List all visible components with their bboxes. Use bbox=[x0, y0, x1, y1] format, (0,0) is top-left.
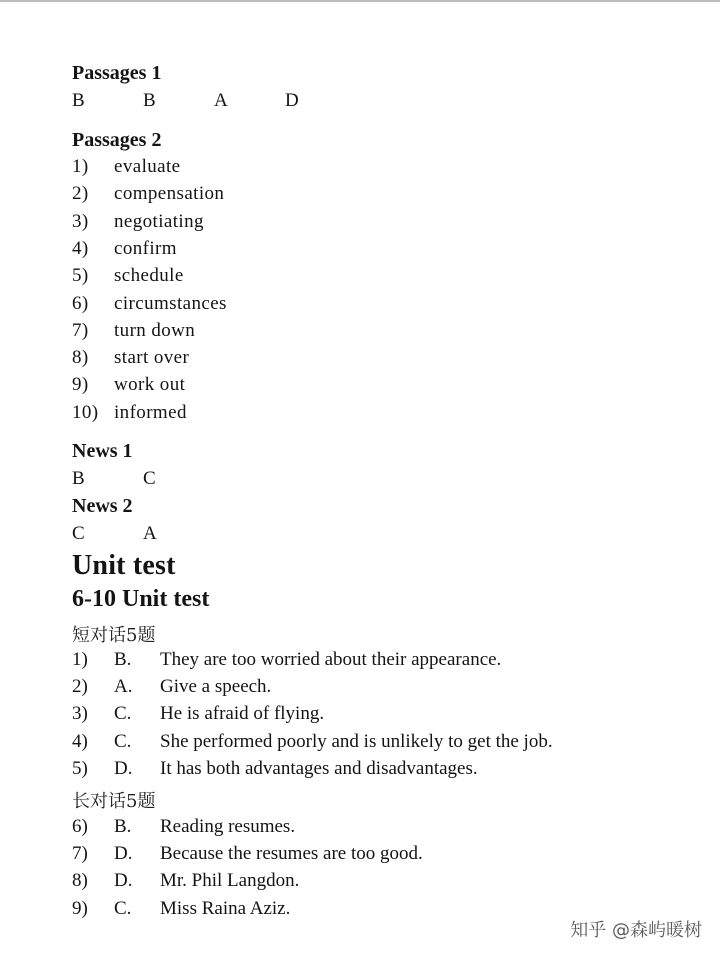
passages2-item-word: compensation bbox=[114, 183, 225, 205]
passages1-answer: A bbox=[214, 90, 229, 111]
passages2-heading: Passages 2 bbox=[72, 129, 162, 151]
passages2-item-word: negotiating bbox=[114, 210, 204, 232]
answer-letter: D. bbox=[114, 870, 133, 892]
watermark: 知乎 @森屿暖树 bbox=[570, 920, 702, 941]
passages2-item-number: 8) bbox=[72, 347, 89, 369]
news1-answer: C bbox=[143, 468, 157, 489]
answer-text: Give a speech. bbox=[160, 676, 272, 698]
answer-letter: C. bbox=[114, 703, 132, 725]
question-number: 6) bbox=[72, 816, 88, 837]
passages1-answer: B bbox=[143, 90, 157, 111]
answer-letter: D. bbox=[114, 843, 133, 865]
passages2-item-word: evaluate bbox=[114, 156, 181, 177]
question-number: 1) bbox=[72, 649, 88, 670]
answer-letter: D. bbox=[114, 757, 133, 779]
answer-text: It has both advantages and disadvantages. bbox=[160, 757, 478, 779]
question-number: 3) bbox=[72, 703, 88, 725]
question-number: 7) bbox=[72, 843, 88, 865]
passages2-item-number: 7) bbox=[72, 319, 89, 341]
passages2-item-word: circumstances bbox=[114, 292, 227, 314]
question-number: 9) bbox=[72, 897, 88, 919]
passages2-item-number: 4) bbox=[72, 237, 89, 259]
unit-test-title: Unit test bbox=[72, 550, 176, 581]
answer-text: Because the resumes are too good. bbox=[160, 843, 423, 865]
passages2-item-word: informed bbox=[114, 401, 187, 423]
passages2-item-number: 3) bbox=[72, 210, 89, 232]
short-dialogue-label: 短对话5题 bbox=[72, 625, 156, 646]
passages2-item-number: 9) bbox=[72, 374, 89, 396]
answer-text: Miss Raina Aziz. bbox=[160, 897, 291, 919]
answer-letter: B. bbox=[114, 816, 132, 837]
question-number: 8) bbox=[72, 870, 88, 892]
news2-answer: C bbox=[72, 523, 86, 544]
question-number: 4) bbox=[72, 730, 88, 752]
answer-text: He is afraid of flying. bbox=[160, 703, 325, 725]
passages2-item-word: work out bbox=[114, 374, 186, 396]
question-number: 5) bbox=[72, 757, 88, 779]
answer-text: Mr. Phil Langdon. bbox=[160, 870, 300, 892]
passages2-item-word: turn down bbox=[114, 319, 196, 341]
answer-text: They are too worried about their appearance. bbox=[160, 649, 502, 670]
news2-heading: News 2 bbox=[72, 495, 133, 517]
passages1-answer: D bbox=[285, 90, 300, 111]
answer-letter: B. bbox=[114, 649, 132, 670]
passages2-item-word: start over bbox=[114, 347, 190, 369]
passages2-item-number: 2) bbox=[72, 183, 89, 205]
question-number: 2) bbox=[72, 676, 88, 698]
answer-letter: C. bbox=[114, 730, 132, 752]
answer-letter: C. bbox=[114, 897, 132, 919]
answer-letter: A. bbox=[114, 676, 133, 698]
passages2-item-word: confirm bbox=[114, 237, 177, 259]
news2-answer: A bbox=[143, 523, 158, 544]
answer-text: Reading resumes. bbox=[160, 816, 296, 837]
passages1-heading: Passages 1 bbox=[72, 62, 162, 84]
passages2-item-number: 6) bbox=[72, 292, 89, 314]
long-dialogue-label: 长对话5题 bbox=[72, 791, 156, 812]
answer-text: She performed poorly and is unlikely to get the job. bbox=[160, 730, 553, 752]
passages2-item-number: 10) bbox=[72, 401, 99, 423]
passages2-item-number: 1) bbox=[72, 156, 89, 177]
news1-heading: News 1 bbox=[72, 440, 133, 462]
unit-test-subtitle: 6-10 Unit test bbox=[72, 586, 210, 612]
passages2-item-word: schedule bbox=[114, 265, 184, 287]
news1-answer: B bbox=[72, 468, 86, 489]
passages1-answer: B bbox=[72, 90, 86, 111]
passages2-item-number: 5) bbox=[72, 265, 89, 287]
